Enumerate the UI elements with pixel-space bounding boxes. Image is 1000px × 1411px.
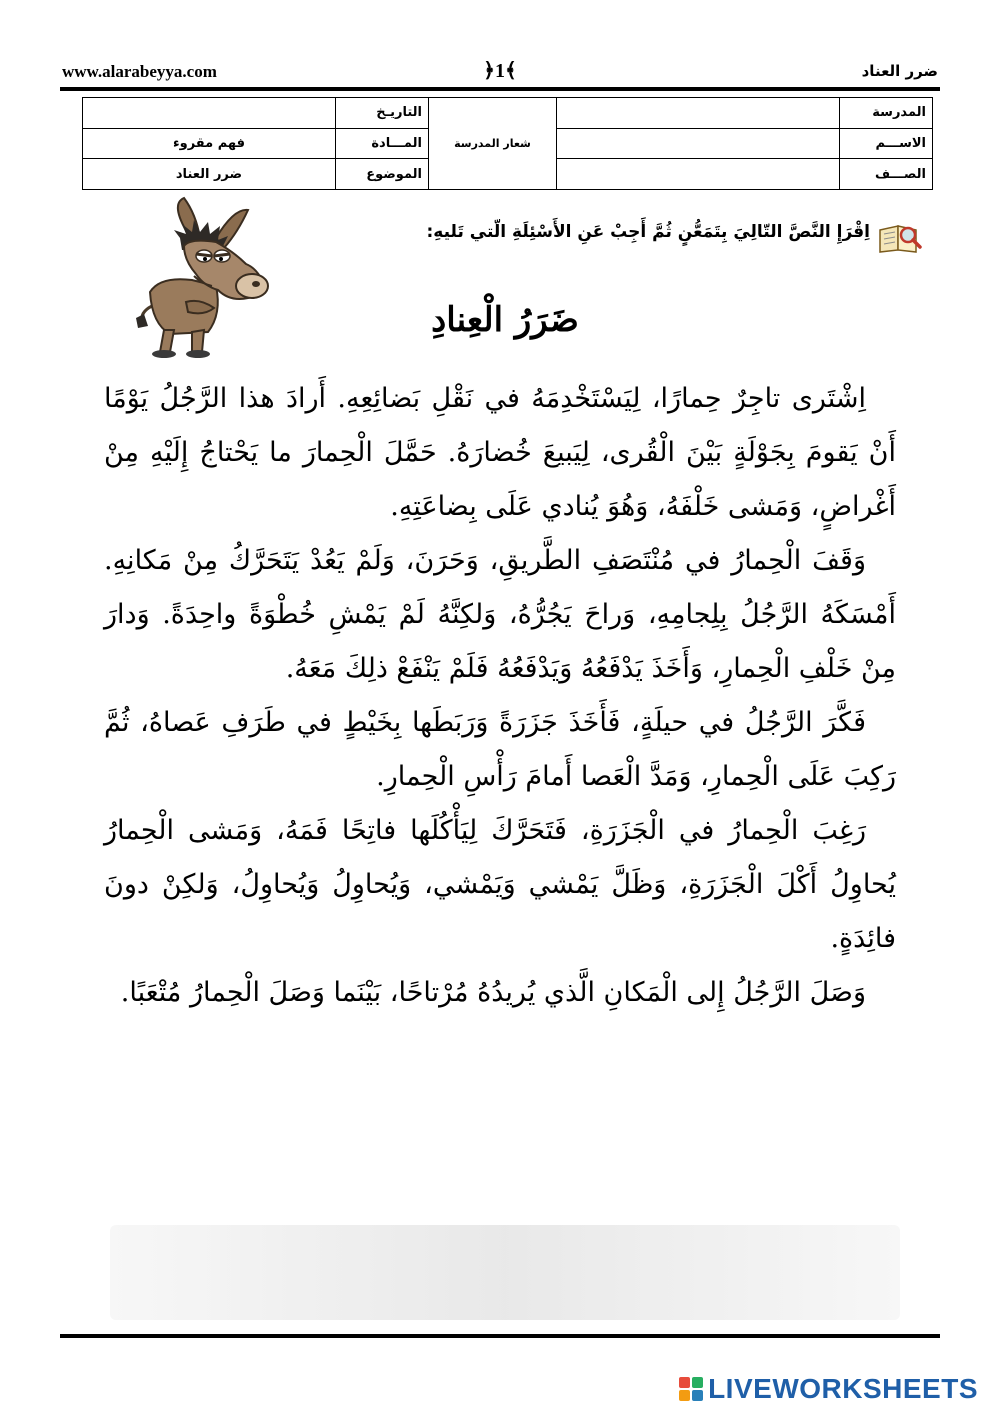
class-field[interactable] xyxy=(557,159,840,190)
date-label: التاريـخ xyxy=(336,98,429,129)
school-label: المدرسة xyxy=(840,98,933,129)
story-paragraph-2: وَقَفَ الْحِمارُ في مُنْتَصَفِ الطَّريقِ، وَحَرَنَ، وَلَمْ يَعُدْ يَتَحَرَّكُ مِنْ مَكانِهِ. أَمْسَكَهُ الرَّجُلُ بِلِجامِهِ، وَراحَ يَجُرُّهُ، وَلكِنَّهُ لَمْ يَمْشِ خُطْوَةً واحِدَةً. وَدارَ مِنْ خَلْفِ الْحِمارِ، وَأَخَذَ يَدْفَعُهُ وَيَدْفَعُهُ فَلَمْ يَنْفَعْ ذلِكَ مَعَهُ. xyxy=(104,545,896,684)
liveworksheets-mark-icon xyxy=(678,1376,704,1402)
story-paragraph-3: فَكَّرَ الرَّجُلُ في حيلَةٍ، فَأَخَذَ جَزَرَةً وَرَبَطَها بِخَيْطٍ في طَرَفِ عَصاهُ، ثُمَّ رَكِبَ عَلَى الْحِمارِ، وَمَدَّ الْعَصا أَمامَ رَأْسِ الْحِمارِ. xyxy=(104,707,896,792)
story-text xyxy=(104,372,896,1020)
footer-divider xyxy=(60,1334,940,1338)
header-title: ضرر العناد xyxy=(861,62,938,80)
name-label: الاســـم xyxy=(840,128,933,159)
subject-label: المـــادة xyxy=(336,128,429,159)
reading-book-icon xyxy=(876,220,922,254)
site-url[interactable]: www.alarabeyya.com xyxy=(62,62,217,81)
subject-value: فهم مقروء xyxy=(83,128,336,159)
topic-label: الموضوع xyxy=(336,159,429,190)
date-field[interactable] xyxy=(83,98,336,129)
header-divider xyxy=(60,87,940,91)
reading-instruction: اِقْرَإِ النَّصَّ التّالِيَ بِتَمَعُّنٍ ثُمَّ أَجِبْ عَنِ الأَسْئِلَةِ الّتي تَليهِ: xyxy=(426,222,870,242)
page-number: ﴿1﴾ xyxy=(483,60,517,82)
story-paragraph-5: وَصَلَ الرَّجُلُ إِلى الْمَكانِ الَّذي يُريدُهُ مُرْتاحًا، بَيْنَما وَصَلَ الْحِمارُ مُتْعَبًا. xyxy=(120,977,866,1008)
topic-value: ضرر العناد xyxy=(83,159,336,190)
liveworksheets-logo[interactable] xyxy=(678,1374,978,1404)
class-label: الصـــف xyxy=(840,159,933,190)
school-field[interactable] xyxy=(557,98,840,129)
story-paragraph-1: اِشْتَرى تاجِرٌ حِمارًا، لِيَسْتَخْدِمَهُ في نَقْلِ بَضائِعِهِ. أَرادَ هذا الرَّجُلُ يَوْمًا أَنْ يَقومَ بِجَوْلَةٍ بَيْنَ الْقُرى، لِيَبيعَ خُضارَهُ. حَمَّلَ الْحِمارَ ما يَحْتاجُ إِلَيْهِ مِنْ أَغْراضٍ، وَمَشى خَلْفَهُ، وَهُوَ يُنادي عَلَى بِضاعَتِهِ. xyxy=(104,383,896,522)
student-info-table xyxy=(82,97,933,190)
blurred-region xyxy=(110,1225,900,1320)
stubborn-donkey-illustration xyxy=(130,194,302,362)
story-title: ضَرَرُ الْعِنادِ xyxy=(431,300,579,340)
school-logo-placeholder: شعار المدرسة xyxy=(429,98,557,190)
story-paragraph-4: رَغِبَ الْحِمارُ في الْجَزَرَةِ، فَتَحَرَّكَ لِيَأْكُلَها فاتِحًا فَمَهُ، وَمَشى الْحِمارُ يُحاوِلُ أَكْلَ الْجَزَرَةِ، وَظَلَّ يَمْشي وَيَمْشي، وَيُحاوِلُ وَيُحاوِلُ، وَلكِنْ دونَ فائِدَةٍ. xyxy=(104,815,896,954)
name-field[interactable] xyxy=(557,128,840,159)
liveworksheets-brand-text: LIVEWORKSHEETS xyxy=(708,1373,978,1404)
